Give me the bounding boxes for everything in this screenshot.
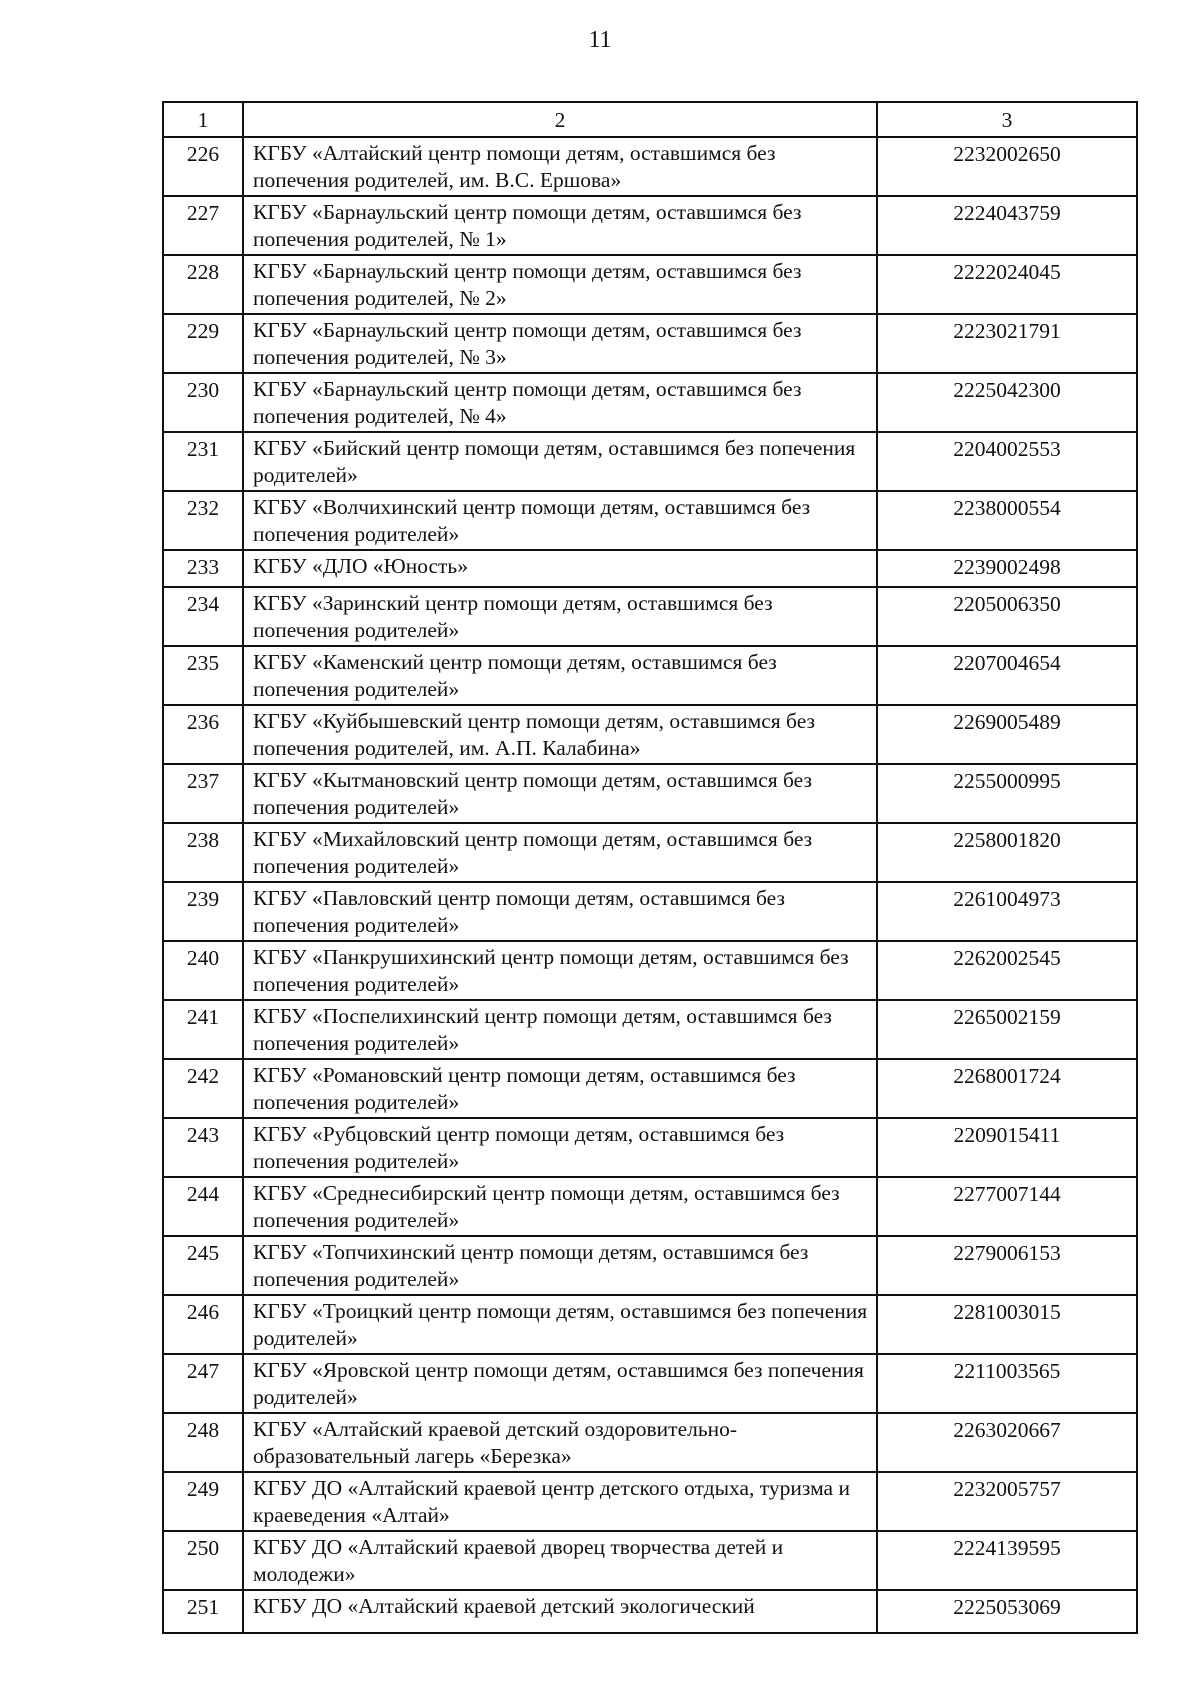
institution-inn: 2232002650	[877, 137, 1137, 196]
row-number: 250	[163, 1531, 243, 1590]
row-number: 228	[163, 255, 243, 314]
institution-name: КГБУ «Рубцовский центр помощи детям, оставшимся без попечения родителей»	[243, 1118, 877, 1177]
institution-inn: 2222024045	[877, 255, 1137, 314]
row-number: 251	[163, 1590, 243, 1633]
institution-name: КГБУ «Среднесибирский центр помощи детям, оставшимся без попечения родителей»	[243, 1177, 877, 1236]
table-row	[163, 1236, 1137, 1295]
row-number: 237	[163, 764, 243, 823]
institution-inn: 2269005489	[877, 705, 1137, 764]
institution-inn: 2239002498	[877, 550, 1137, 587]
institution-inn: 2255000995	[877, 764, 1137, 823]
table-row	[163, 1118, 1137, 1177]
row-number: 243	[163, 1118, 243, 1177]
institutions-table	[162, 101, 1138, 1634]
institution-name: КГБУ «Бийский центр помощи детям, оставшимся без попечения родителей»	[243, 432, 877, 491]
institution-name: КГБУ «Барнаульский центр помощи детям, оставшимся без попечения родителей, № 1»	[243, 196, 877, 255]
row-number: 245	[163, 1236, 243, 1295]
institution-name: КГБУ «Павловский центр помощи детям, оставшимся без попечения родителей»	[243, 882, 877, 941]
institution-inn: 2205006350	[877, 587, 1137, 646]
row-number: 230	[163, 373, 243, 432]
table-row	[163, 137, 1137, 196]
institution-inn: 2281003015	[877, 1295, 1137, 1354]
institution-inn: 2268001724	[877, 1059, 1137, 1118]
table-row	[163, 1295, 1137, 1354]
institution-inn: 2211003565	[877, 1354, 1137, 1413]
row-number: 249	[163, 1472, 243, 1531]
table-row	[163, 823, 1137, 882]
table-header-row	[163, 102, 1137, 137]
table-row	[163, 1531, 1137, 1590]
institution-inn: 2223021791	[877, 314, 1137, 373]
institution-inn: 2204002553	[877, 432, 1137, 491]
row-number: 244	[163, 1177, 243, 1236]
table-row	[163, 1059, 1137, 1118]
table-row	[163, 1590, 1137, 1633]
row-number: 242	[163, 1059, 243, 1118]
institution-name: КГБУ «Алтайский краевой детский оздоровительно-образовательный лагерь «Березка»	[243, 1413, 877, 1472]
institution-name: КГБУ «Барнаульский центр помощи детям, оставшимся без попечения родителей, № 3»	[243, 314, 877, 373]
table-row	[163, 941, 1137, 1000]
table-row	[163, 882, 1137, 941]
row-number: 236	[163, 705, 243, 764]
table-row	[163, 587, 1137, 646]
column-header-number: 1	[163, 102, 243, 137]
institution-inn: 2207004654	[877, 646, 1137, 705]
row-number: 246	[163, 1295, 243, 1354]
table-row	[163, 646, 1137, 705]
institution-name: КГБУ «Куйбышевский центр помощи детям, оставшимся без попечения родителей, им. А.П. Калабина»	[243, 705, 877, 764]
table-row	[163, 1472, 1137, 1531]
institution-inn: 2209015411	[877, 1118, 1137, 1177]
institution-name: КГБУ «Волчихинский центр помощи детям, оставшимся без попечения родителей»	[243, 491, 877, 550]
institution-name: КГБУ «Кытмановский центр помощи детям, оставшимся без попечения родителей»	[243, 764, 877, 823]
institution-name: КГБУ «Заринский центр помощи детям, оставшимся без попечения родителей»	[243, 587, 877, 646]
row-number: 232	[163, 491, 243, 550]
row-number: 227	[163, 196, 243, 255]
table-row	[163, 705, 1137, 764]
institution-name: КГБУ «Барнаульский центр помощи детям, оставшимся без попечения родителей, № 4»	[243, 373, 877, 432]
institution-inn: 2232005757	[877, 1472, 1137, 1531]
table-row	[163, 491, 1137, 550]
row-number: 235	[163, 646, 243, 705]
institution-name: КГБУ ДО «Алтайский краевой центр детского отдыха, туризма и краеведения «Алтай»	[243, 1472, 877, 1531]
table-row	[163, 550, 1137, 587]
table-row	[163, 1000, 1137, 1059]
institution-inn: 2224139595	[877, 1531, 1137, 1590]
column-header-name: 2	[243, 102, 877, 137]
row-number: 247	[163, 1354, 243, 1413]
institution-name: КГБУ «Панкрушихинский центр помощи детям, оставшимся без попечения родителей»	[243, 941, 877, 1000]
row-number: 238	[163, 823, 243, 882]
row-number: 240	[163, 941, 243, 1000]
institution-name: КГБУ «ДЛО «Юность»	[243, 550, 877, 587]
institution-inn: 2262002545	[877, 941, 1137, 1000]
institution-inn: 2279006153	[877, 1236, 1137, 1295]
row-number: 239	[163, 882, 243, 941]
row-number: 248	[163, 1413, 243, 1472]
column-header-inn: 3	[877, 102, 1137, 137]
institution-inn: 2224043759	[877, 196, 1137, 255]
table-row	[163, 764, 1137, 823]
institution-name: КГБУ «Алтайский центр помощи детям, оставшимся без попечения родителей, им. В.С. Ершова»	[243, 137, 877, 196]
row-number: 229	[163, 314, 243, 373]
row-number: 226	[163, 137, 243, 196]
table-row	[163, 255, 1137, 314]
institution-inn: 2225053069	[877, 1590, 1137, 1633]
institution-name: КГБУ «Романовский центр помощи детям, оставшимся без попечения родителей»	[243, 1059, 877, 1118]
page-number: 11	[588, 27, 612, 53]
row-number: 241	[163, 1000, 243, 1059]
institution-name: КГБУ ДО «Алтайский краевой детский экологический	[243, 1590, 877, 1633]
institution-name: КГБУ «Поспелихинский центр помощи детям, оставшимся без попечения родителей»	[243, 1000, 877, 1059]
institution-name: КГБУ «Михайловский центр помощи детям, оставшимся без попечения родителей»	[243, 823, 877, 882]
table-row	[163, 373, 1137, 432]
institution-inn: 2258001820	[877, 823, 1137, 882]
institution-name: КГБУ «Барнаульский центр помощи детям, оставшимся без попечения родителей, № 2»	[243, 255, 877, 314]
institution-inn: 2261004973	[877, 882, 1137, 941]
institution-name: КГБУ «Яровской центр помощи детям, оставшимся без попечения родителей»	[243, 1354, 877, 1413]
institution-name: КГБУ ДО «Алтайский краевой дворец творчества детей и молодежи»	[243, 1531, 877, 1590]
institution-name: КГБУ «Топчихинский центр помощи детям, оставшимся без попечения родителей»	[243, 1236, 877, 1295]
institution-inn: 2238000554	[877, 491, 1137, 550]
institution-name: КГБУ «Троицкий центр помощи детям, оставшимся без попечения родителей»	[243, 1295, 877, 1354]
table-row	[163, 1413, 1137, 1472]
table-row	[163, 196, 1137, 255]
institution-inn: 2225042300	[877, 373, 1137, 432]
institution-name: КГБУ «Каменский центр помощи детям, оставшимся без попечения родителей»	[243, 646, 877, 705]
row-number: 233	[163, 550, 243, 587]
row-number: 231	[163, 432, 243, 491]
institution-inn: 2265002159	[877, 1000, 1137, 1059]
table-row	[163, 432, 1137, 491]
table-row	[163, 1177, 1137, 1236]
institution-inn: 2263020667	[877, 1413, 1137, 1472]
institution-inn: 2277007144	[877, 1177, 1137, 1236]
row-number: 234	[163, 587, 243, 646]
table-row	[163, 314, 1137, 373]
table-row	[163, 1354, 1137, 1413]
